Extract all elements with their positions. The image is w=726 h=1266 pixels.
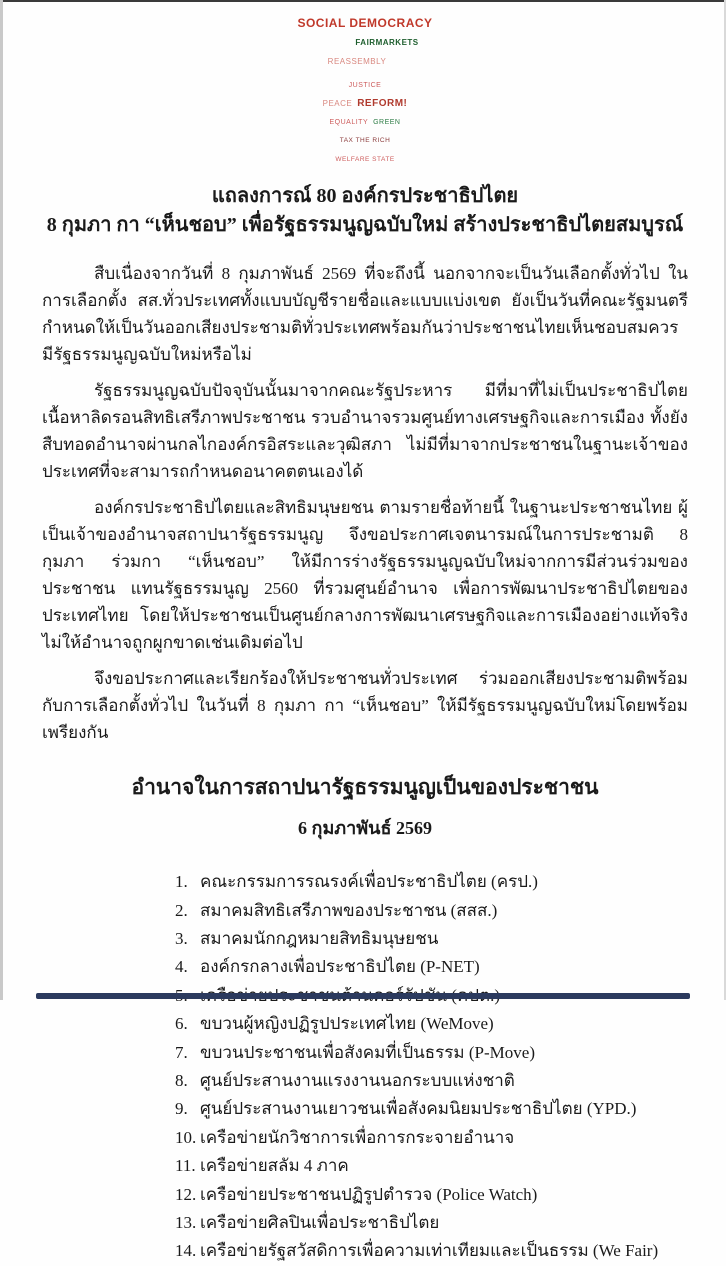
- paragraph-1: สืบเนื่องจากวันที่ 8 กุมภาพันธ์ 2569 ที่จะถึงนี้ นอกจากจะเป็นวันเลือกตั้งทั่วไป ในการเลือกตั้ง สส.ทั่วประเทศทั้งแบบบัญชีรายชื่อและแบบแบ่งเขต ยังเป็นวันที่คณะรัฐมนตรีกำหนดให้เป็นวันออกเสียงประชามติทั่วประเทศพร้อมกันว่าประชาชนไทยเห็นชอบสมควรมีรัฐธรรมนูญฉบับใหม่หรือไม่: [42, 264, 688, 365]
- statement-title-line2: 8 กุมภา กา “เห็นชอบ” เพื่อรัฐธรรมนูญฉบับใหม่ สร้างประชาธิปไตยสมบูรณ์: [46, 214, 684, 237]
- item-number: 9.: [175, 1099, 188, 1119]
- logo-row: [64, 32, 710, 50]
- item-number: 10.: [175, 1127, 197, 1147]
- item-number: 7.: [175, 1042, 188, 1062]
- item-text: เครือข่ายรัฐสวัสดิการเพื่อความเท่าเทียมและเป็นธรรม (We Fair): [200, 1241, 659, 1261]
- item-text: เครือข่ายประชาชนปฏิรูปตำรวจ (Police Watch): [200, 1184, 538, 1204]
- paragraph-3: องค์กรประชาธิปไตยและสิทธิมนุษยชน ตามรายชื่อท้ายนี้ ในฐานะประชาชนไทย ผู้เป็นเจ้าของอำนาจสถาปนารัฐธรรมนูญ จึงขอประกาศเจตนารมณ์ในการประชามติ 8 กุมภา ร่วมกา “เห็นชอบ” ให้มีการร่างรัฐธรรมนูญฉบับใหม่จากการมีส่วนร่วมของประชาชน แทนรัฐธรรมนูญ 2560 ที่รวมศูนย์อำนาจ เพื่อการพัฒนาประชาธิปไตยของประเทศไทย โดยให้ประชาชนเป็นศูนย์กลางการพัฒนาเศรษฐกิจและการเมืองอย่างแท้จริง ไม่ให้อำนาจถูกผูกขาดเช่นเดิมต่อไป: [42, 498, 688, 653]
- item-number: 1.: [175, 872, 188, 892]
- logo-word: REASSEMBLY: [327, 56, 387, 66]
- section-heading: อำนาจในการสถาปนารัฐธรรมนูญเป็นของประชาชน: [131, 775, 599, 800]
- item-number: 11.: [175, 1156, 196, 1176]
- list-item: [175, 1095, 688, 1123]
- item-number: 8.: [175, 1070, 188, 1090]
- item-number: 14.: [175, 1241, 197, 1261]
- list-item: [175, 1039, 688, 1067]
- list-item: [175, 1181, 688, 1209]
- logo-word: GREEN: [373, 118, 401, 126]
- statement-title-line1: แถลงการณ์ 80 องค์กรประชาธิปไตย: [211, 185, 519, 208]
- paragraph-4: จึงขอประกาศและเรียกร้องให้ประชาชนทั่วประเทศ ร่วมออกเสียงประชามติพร้อมกับการเลือกตั้งทั่วไป ในวันที่ 8 กุมภา กา “เห็นชอบ” ให้มีรัฐธรรมนูญฉบับใหม่โดยพร้อมเพรียงกัน: [42, 669, 688, 743]
- item-text: ศูนย์ประสานงานเยาวชนเพื่อสังคมนิยมประชาธิปไตย (YPD.): [200, 1099, 637, 1119]
- list-item: [175, 897, 688, 925]
- item-text: เครือข่ายศิลปินเพื่อประชาธิปไตย: [200, 1213, 440, 1232]
- list-item: [175, 1237, 688, 1265]
- organization-list: [175, 868, 688, 1266]
- item-number: 13.: [175, 1213, 197, 1232]
- item-text: ขบวนประชาชนเพื่อสังคมที่เป็นธรรม (P-Move): [200, 1042, 535, 1062]
- item-number: 3.: [175, 928, 188, 948]
- list-item: [175, 953, 688, 981]
- item-text: ศูนย์ประสานงานแรงงานนอกระบบแห่งชาติ: [200, 1070, 515, 1090]
- item-text: สมาคมนักกฎหมายสิทธิมนุษยชน: [200, 928, 439, 948]
- bottom-bar: [36, 993, 690, 999]
- logo-row: [42, 129, 688, 147]
- item-text: เครือข่ายนักวิชาการเพื่อการกระจายอำนาจ: [200, 1127, 515, 1147]
- item-text: เครือข่ายสลัม 4 ภาค: [200, 1156, 349, 1176]
- logo-word: EQUALITY: [329, 118, 369, 126]
- item-number: 4.: [175, 957, 188, 977]
- social-democracy-logo: [42, 14, 688, 166]
- logo-row: [42, 93, 688, 111]
- logo-row: [34, 51, 680, 69]
- item-text: สมาคมสิทธิเสรีภาพของประชาชน (สสส.): [200, 900, 498, 920]
- list-item: [175, 925, 688, 953]
- list-item: [175, 868, 688, 896]
- list-item: [175, 1152, 688, 1180]
- logo-word: TAX THE RICH: [339, 137, 391, 145]
- list-item: [175, 1010, 688, 1038]
- item-number: 6.: [175, 1014, 188, 1034]
- logo-row: [42, 74, 688, 92]
- item-text: ขบวนผู้หญิงปฏิรูปประเทศไทย (WeMove): [200, 1014, 494, 1034]
- logo-word: PEACE: [322, 98, 353, 108]
- statement-body: [42, 260, 688, 746]
- list-item: [175, 1067, 688, 1095]
- item-number: 12.: [175, 1184, 197, 1204]
- list-item: [175, 1124, 688, 1152]
- paragraph-2: รัฐธรรมนูญฉบับปัจจุบันนั้นมาจากคณะรัฐประหาร มีที่มาที่ไม่เป็นประชาธิปไตย เนื้อหาลิดรอนสิทธิเสรีภาพประชาชน รวบอำนาจรวมศูนย์ทางเศรษฐกิจและการเมือง ทั้งยังสืบทอดอำนาจผ่านกลไกองค์กรอิสระและวุฒิสภา ไม่มีที่มาจากประชาชนในฐานะเจ้าของประเทศที่จะสามารถกำหนดอนาคตตนเองได้: [42, 381, 688, 482]
- section-date: 6 กุมภาพันธ์ 2569: [298, 818, 432, 839]
- logo-word: SOCIAL DEMOCRACY: [297, 16, 433, 30]
- logo-row: [42, 148, 688, 166]
- logo-row: [42, 14, 688, 32]
- statement-title: [42, 182, 688, 240]
- logo-row: [42, 111, 688, 129]
- item-number: 2.: [175, 900, 188, 920]
- list-item: [175, 1209, 688, 1237]
- logo-word: REFORM!: [357, 97, 408, 109]
- logo-word: FAIRMARKETS: [355, 38, 419, 48]
- item-text: คณะกรรมการรณรงค์เพื่อประชาธิปไตย (ครป.): [200, 872, 538, 892]
- logo-word: WELFARE STATE: [335, 155, 395, 163]
- item-text: องค์กรกลางเพื่อประชาธิปไตย (P-NET): [200, 957, 480, 977]
- logo-word: JUSTICE: [348, 82, 382, 90]
